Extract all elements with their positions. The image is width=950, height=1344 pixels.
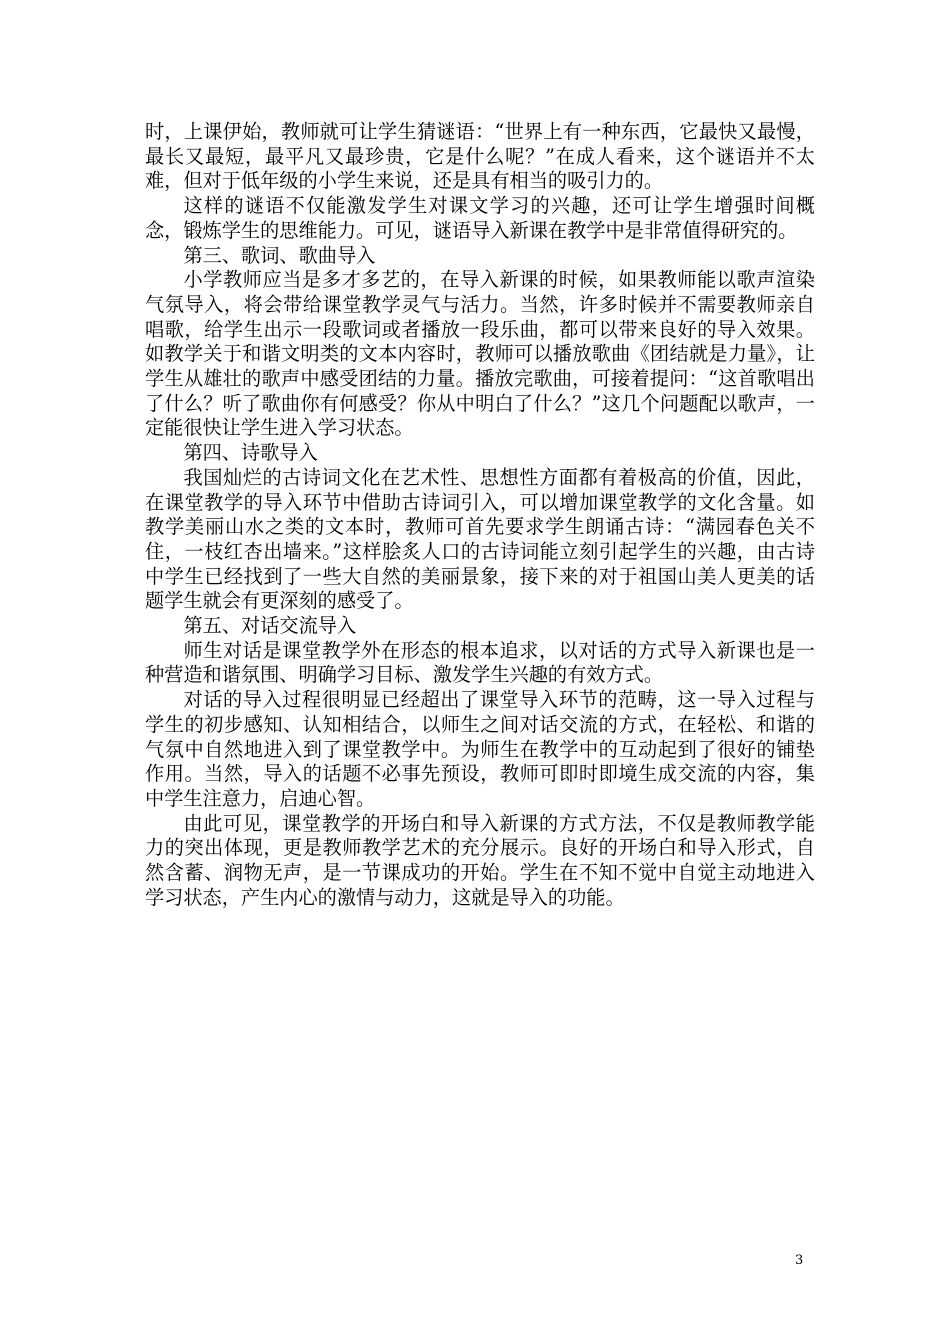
paragraph-dialogue-purpose: 师生对话是课堂教学外在形态的根本追求，以对话的方式导入新课也是一种营造和谐氛围、明确学习目标、激发学生兴趣的有效方式。 bbox=[145, 638, 815, 687]
section-heading-poetry: 第四、诗歌导入 bbox=[183, 441, 318, 465]
paragraph-riddle-example: 时，上课伊始，教师就可让学生猜谜语：“世界上有一种东西，它最快又最慢，最长又最短，最平凡又最珍贵，它是什么呢？”在成人看来，这个谜语并不太难，但对于低年级的小学生来说，还是具有相当的吸引力的。 bbox=[145, 120, 815, 193]
paragraph-poetry-introduction: 我国灿烂的古诗词文化在艺术性、思想性方面都有着极高的价值，因此，在课堂教学的导入环节中借助古诗词引入，可以增加课堂教学的文化含量。如教学美丽山水之类的文本时，教师可首先要求学生朗诵古诗：“满园春色关不住，一枝红杏出墙来。”这样脍炙人口的古诗词能立刻引起学生的兴趣，由古诗中学生已经找到了一些大自然的美丽景象，接下来的对于祖国山美人更美的话题学生就会有更深刻的感受了。 bbox=[145, 465, 815, 613]
paragraph-riddle-conclusion: 这样的谜语不仅能激发学生对课文学习的兴趣，还可让学生增强时间概念，锻炼学生的思维能力。可见，谜语导入新课在教学中是非常值得研究的。 bbox=[145, 194, 815, 242]
document-body bbox=[145, 120, 815, 911]
page-number: 3 bbox=[795, 1253, 804, 1268]
paragraph-dialogue-process: 对话的导入过程很明显已经超出了课堂导入环节的范畴，这一导入过程与学生的初步感知、认知相结合，以师生之间对话交流的方式，在轻松、和谐的气氛中自然地进入到了课堂教学中。为师生在教学中的互动起到了很好的铺垫作用。当然，导入的话题不必事先预设，教师可即时即境生成交流的内容，集中学生注意力，启迪心智。 bbox=[145, 688, 815, 810]
paragraph-song-introduction: 小学教师应当是多才多艺的，在导入新课的时候，如果教师能以歌声渲染气氛导入，将会带给课堂教学灵气与活力。当然，许多时候并不需要教师亲自唱歌，给学生出示一段歌词或者播放一段乐曲，都可以带来良好的导入效果。如教学关于和谐文明类的文本内容时，教师可以播放歌曲《团结就是力量》，让学生从雄壮的歌声中感受团结的力量。播放完歌曲，可接着提问：“这首歌唱出了什么？听了歌曲你有何感受？你从中明白了什么？”这几个问题配以歌声，一定能很快让学生进入学习状态。 bbox=[145, 268, 815, 440]
section-heading-dialogue: 第五、对话交流导入 bbox=[183, 614, 357, 638]
section-heading-lyrics-songs: 第三、歌词、歌曲导入 bbox=[183, 243, 376, 267]
paragraph-conclusion: 由此可见，课堂教学的开场白和导入新课的方式方法，不仅是教师教学能力的突出体现，更是教师教学艺术的充分展示。良好的开场白和导入形式，自然含蓄、润物无声，是一节课成功的开始。学生在不知不觉中自觉主动地进入学习状态，产生内心的激情与动力，这就是导入的功能。 bbox=[145, 811, 815, 909]
